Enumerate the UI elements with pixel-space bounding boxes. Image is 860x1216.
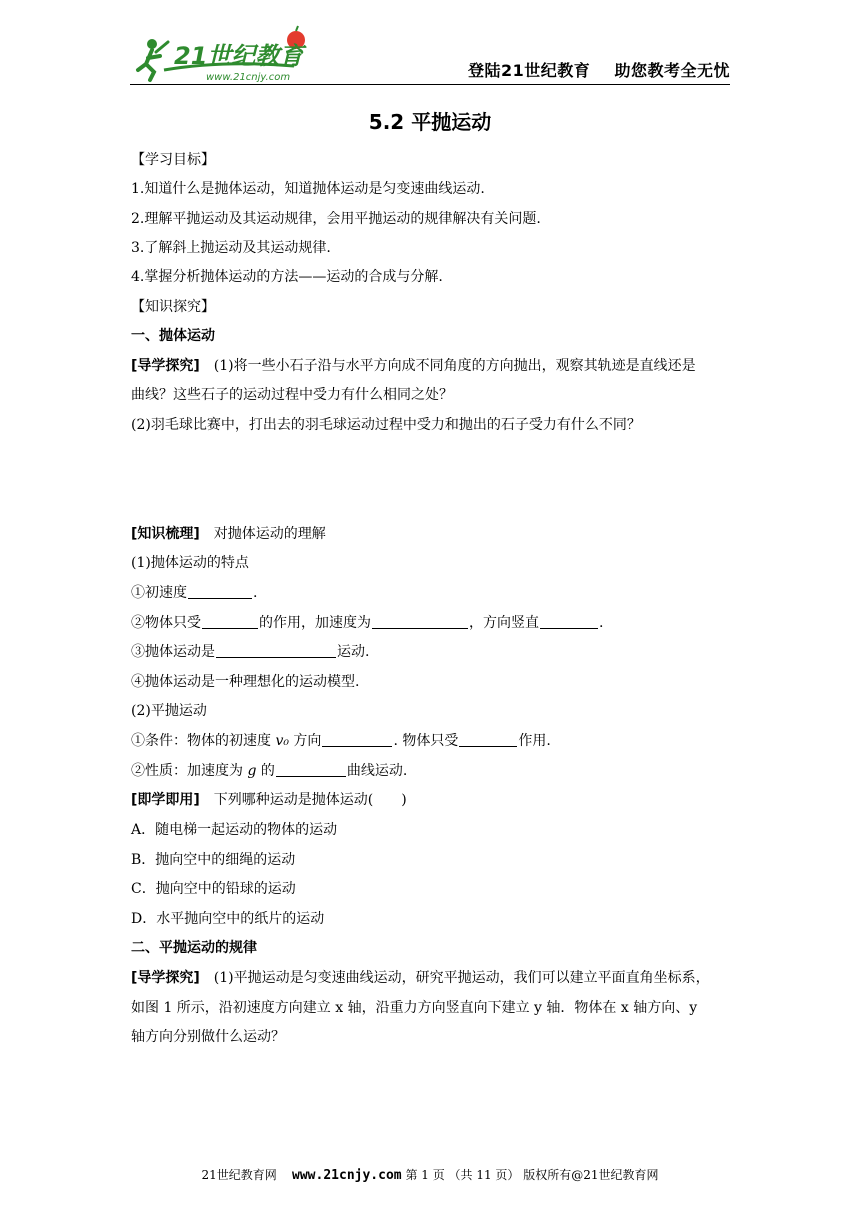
option-d[interactable]: D．水平抛向空中的纸片的运动 [131, 911, 325, 927]
p1-b-text: ，方向竖直 [469, 615, 539, 631]
section1-guide-q2: (2)羽毛球比赛中，打出去的羽毛球运动过程中受力和抛出的石子受力有什么不同？ [131, 417, 641, 433]
g-symbol: g [247, 763, 257, 779]
p2-a-text: . 物体只受 [393, 733, 459, 749]
section2-line1: (1)平抛运动是匀变速曲线运动，研究平抛运动，我们可以建立平面直角坐标系， [213, 970, 710, 986]
section2-heading: 二、平抛运动的规律 [131, 940, 257, 956]
p2-heading: (2)平抛运动 [131, 703, 207, 719]
guide-tag: [导学探究] [131, 970, 200, 986]
apply-tag: [即学即用] [131, 792, 200, 808]
footer-page-info: 第 1 页 （共 11 页） 版权所有@21世纪教育网 [405, 1168, 659, 1182]
logo-21cnjy-icon [134, 24, 324, 86]
page-header [130, 18, 730, 88]
p2-a-text: 方向 [288, 733, 322, 749]
p1-heading: (1)抛体运动的特点 [131, 555, 249, 571]
fill-blank[interactable] [216, 643, 336, 658]
option-c[interactable]: C．抛向空中的铅球的运动 [131, 881, 296, 897]
option-b[interactable]: B．抛向空中的细绳的运动 [131, 852, 296, 868]
goal-item: 1.知道什么是抛体运动，知道抛体运动是匀变速曲线运动. [131, 181, 485, 197]
p1-b-text: ②物体只受 [131, 615, 201, 631]
p2-a-text: ①条件：物体的初速度 [131, 733, 276, 749]
page-title: 5.2 平抛运动 [368, 110, 492, 134]
p2-a-text: 作用. [518, 733, 551, 749]
fill-blank[interactable] [188, 584, 252, 599]
guide-q1: (1)将一些小石子沿与水平方向成不同角度的方向抛出，观察其轨迹是直线还是 [213, 358, 696, 374]
section1-guide-line2: 曲线？这些石子的运动过程中受力有什么相同之处？ [131, 387, 453, 403]
fill-blank[interactable] [202, 614, 258, 629]
footer-site-link[interactable]: www.21cnjy.com [292, 1168, 402, 1183]
fill-blank[interactable] [372, 614, 468, 629]
goals-heading: 【学习目标】 [131, 152, 215, 168]
fill-blank[interactable] [276, 762, 346, 777]
review-title: 对抛体运动的理解 [213, 526, 326, 542]
p2-b-text: ②性质：加速度为 [131, 763, 248, 779]
p1-a-text: ①初速度 [131, 585, 187, 601]
p1-c-text: ③抛体运动是 [131, 644, 215, 660]
fill-blank[interactable] [459, 732, 517, 747]
header-divider [130, 84, 730, 85]
v0-symbol: v₀ [275, 733, 289, 749]
goal-item: 2.理解平抛运动及其运动规律，会用平抛运动的规律解决有关问题. [131, 211, 541, 227]
svg-text:21世纪教育: 21世纪教育 [174, 42, 304, 70]
review-line [131, 524, 326, 544]
goal-item: 4.掌握分析抛体运动的方法——运动的合成与分解. [131, 269, 443, 285]
p1-d: ④抛体运动是一种理想化的运动模型. [131, 674, 360, 690]
section2-line2: 如图 1 所示，沿初速度方向建立 x 轴，沿重力方向竖直向下建立 y 轴．物体在 x 轴方向、y [131, 1000, 698, 1016]
section2-guide-line1 [131, 968, 710, 988]
guide-tag: [导学探究] [131, 358, 200, 374]
apply-question: 下列哪种运动是抛体运动( ) [213, 792, 407, 808]
fill-blank[interactable] [322, 732, 392, 747]
explore-heading: 【知识探究】 [131, 299, 215, 315]
section2-line3: 轴方向分别做什么运动？ [131, 1029, 285, 1045]
footer-left: 21世纪教育网 [201, 1168, 277, 1182]
section1-guide-line1 [131, 356, 696, 376]
p1-c-text: 运动. [337, 644, 370, 660]
svg-text:www.21cnjy.com: www.21cnjy.com [206, 72, 291, 83]
fill-blank[interactable] [540, 614, 598, 629]
goal-item: 3.了解斜上抛运动及其运动规律. [131, 240, 331, 256]
p1-c [131, 642, 369, 662]
p1-b: ②物体只受 的作用，加速度为 ，方向竖直 . [131, 615, 604, 631]
header-slogan: 登陆21世纪教育 助您教考全无忧 [467, 61, 730, 80]
page-footer [0, 1166, 860, 1183]
review-tag: [知识梳理] [131, 526, 200, 542]
apply-line [131, 790, 407, 810]
p2-a [131, 731, 551, 751]
p2-b [131, 761, 407, 781]
p1-a: ①初速度 . [131, 585, 258, 601]
p2-b-text: 曲线运动. [346, 763, 408, 779]
option-a[interactable]: A．随电梯一起运动的物体的运动 [131, 822, 338, 838]
p2-b-text: 的 [256, 763, 275, 779]
section1-heading: 一、抛体运动 [131, 328, 215, 344]
p1-b-text: 的作用，加速度为 [259, 615, 371, 631]
